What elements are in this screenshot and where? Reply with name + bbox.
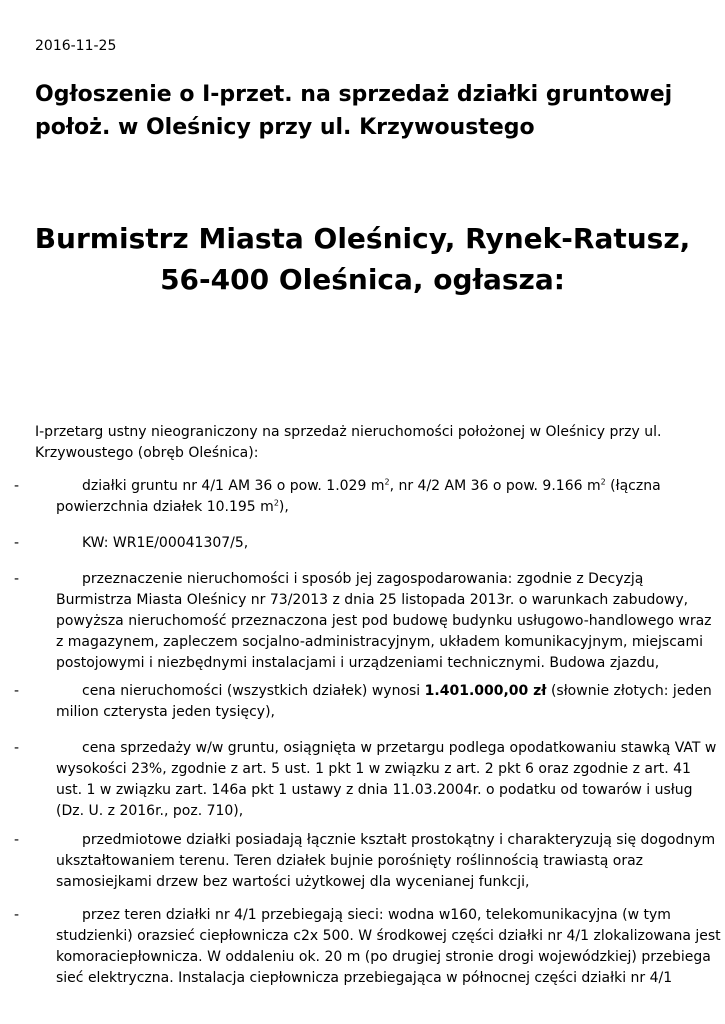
intro-paragraph: I-przetarg ustny nieograniczony na sprzedaż nieruchomości położonej w Oleśnicy przy ul. Krzywoustego (obręb Oleśnica):	[35, 424, 662, 461]
announcement-heading	[20, 218, 705, 300]
plot-shape-text: przedmiotowe działki posiadają łącznie kształt prostokątny i charakteryzują się dogodnym ukształtowaniem terenu. Teren działek bujnie porośnięty roślinnością trawiastą oraz samosiejkami drzew bez wartości użytkowej dla wycenianej funkcji,	[56, 832, 716, 890]
list-item-utilities	[14, 905, 721, 989]
list-item-zoning	[14, 569, 721, 674]
price-text-b: (słownie złotych: jeden milion czterysta jeden tysięcy),	[56, 683, 712, 720]
plot-area-text-c: (łączna powierzchnia działek 10.195 m	[56, 478, 661, 515]
superscript: 2	[384, 477, 390, 487]
list-item-vat	[14, 738, 721, 822]
list-dash: -	[14, 907, 20, 923]
superscript: 2	[273, 498, 279, 508]
list-item-land-register	[14, 533, 721, 554]
superscript: 2	[600, 477, 606, 487]
document-title: Ogłoszenie o I-przet. na sprzedaż działki gruntowej położ. w Oleśnicy przy ul. Krzywoustego	[35, 82, 673, 140]
plot-area-text-b: , nr 4/2 AM 36 o pow. 9.166 m	[389, 478, 601, 494]
utilities-text: przez teren działki nr 4/1 przebiegają sieci: wodna w160, telekomunikacyjna (w tym studzienki) orazsieć ciepłownicza c2x 500. W środkowej części działki nr 4/1 zlokalizowana jest komora​ciepłownicza. W oddaleniu ok. 20 m (po drugiej stronie drogi wojewódzkiej) przebiega sieć elektryczna. Instalacja ciepłownicza przebiegająca w północnej części działki nr 4/1	[56, 907, 721, 986]
list-item-plots	[14, 476, 721, 518]
list-item-plot-shape	[14, 830, 721, 893]
list-dash: -	[14, 683, 20, 699]
price-text-a: cena nieruchomości (wszystkich działek) wynosi	[82, 683, 425, 699]
zoning-text: przeznaczenie nieruchomości i sposób jej zagospodarowania: zgodnie z Decyzją Burmistrza Miasta Oleśnicy nr 73/2013 z dnia 25 listopada 2013r. o warunkach zabudowy, powyższa nieruchomość przeznaczona jest pod budowę budynku usługowo-handlowego wraz z magazynem, zapleczem socjalno-administracyjnym, układem komunikacyjnym, miejscami postojowymi i niezbędnymi instalacjami i urządzeniami technicznymi. Budowa zjazdu,	[56, 571, 712, 671]
list-dash: -	[14, 571, 20, 587]
list-dash: -	[14, 535, 20, 551]
plot-area-text-d: ),	[278, 499, 289, 515]
plot-area-text-a: działki gruntu nr 4/1 AM 36 o pow. 1.029 m	[82, 478, 385, 494]
list-dash: -	[14, 478, 20, 494]
heading-line-1: Burmistrz Miasta Oleśnicy, Rynek-Ratusz,	[34, 222, 691, 255]
vat-text: cena sprzedaży w/w gruntu, osiągnięta w przetargu podlega opodatkowaniu stawką VAT w wysokości 23%, zgodnie z art. 5 ust. 1 pkt 1 w związku z art. 2 pkt 6 oraz zgodnie z art. 41 ust. 1 w związku zart. 146a pkt 1 ustawy z dnia 11.03.2004r. o podatku od towarów i usług (Dz. U. z 2016r., poz. 710),	[56, 740, 717, 819]
list-dash: -	[14, 740, 20, 756]
document-date: 2016-11-25	[35, 38, 117, 54]
list-item-price	[14, 681, 721, 723]
heading-line-2: 56-400 Oleśnica, ogłasza:	[160, 263, 565, 296]
land-register-text: KW: WR1E/00041307/5,	[82, 535, 249, 551]
list-dash: -	[14, 832, 20, 848]
price-value: 1.401.000,00 zł	[424, 683, 547, 699]
